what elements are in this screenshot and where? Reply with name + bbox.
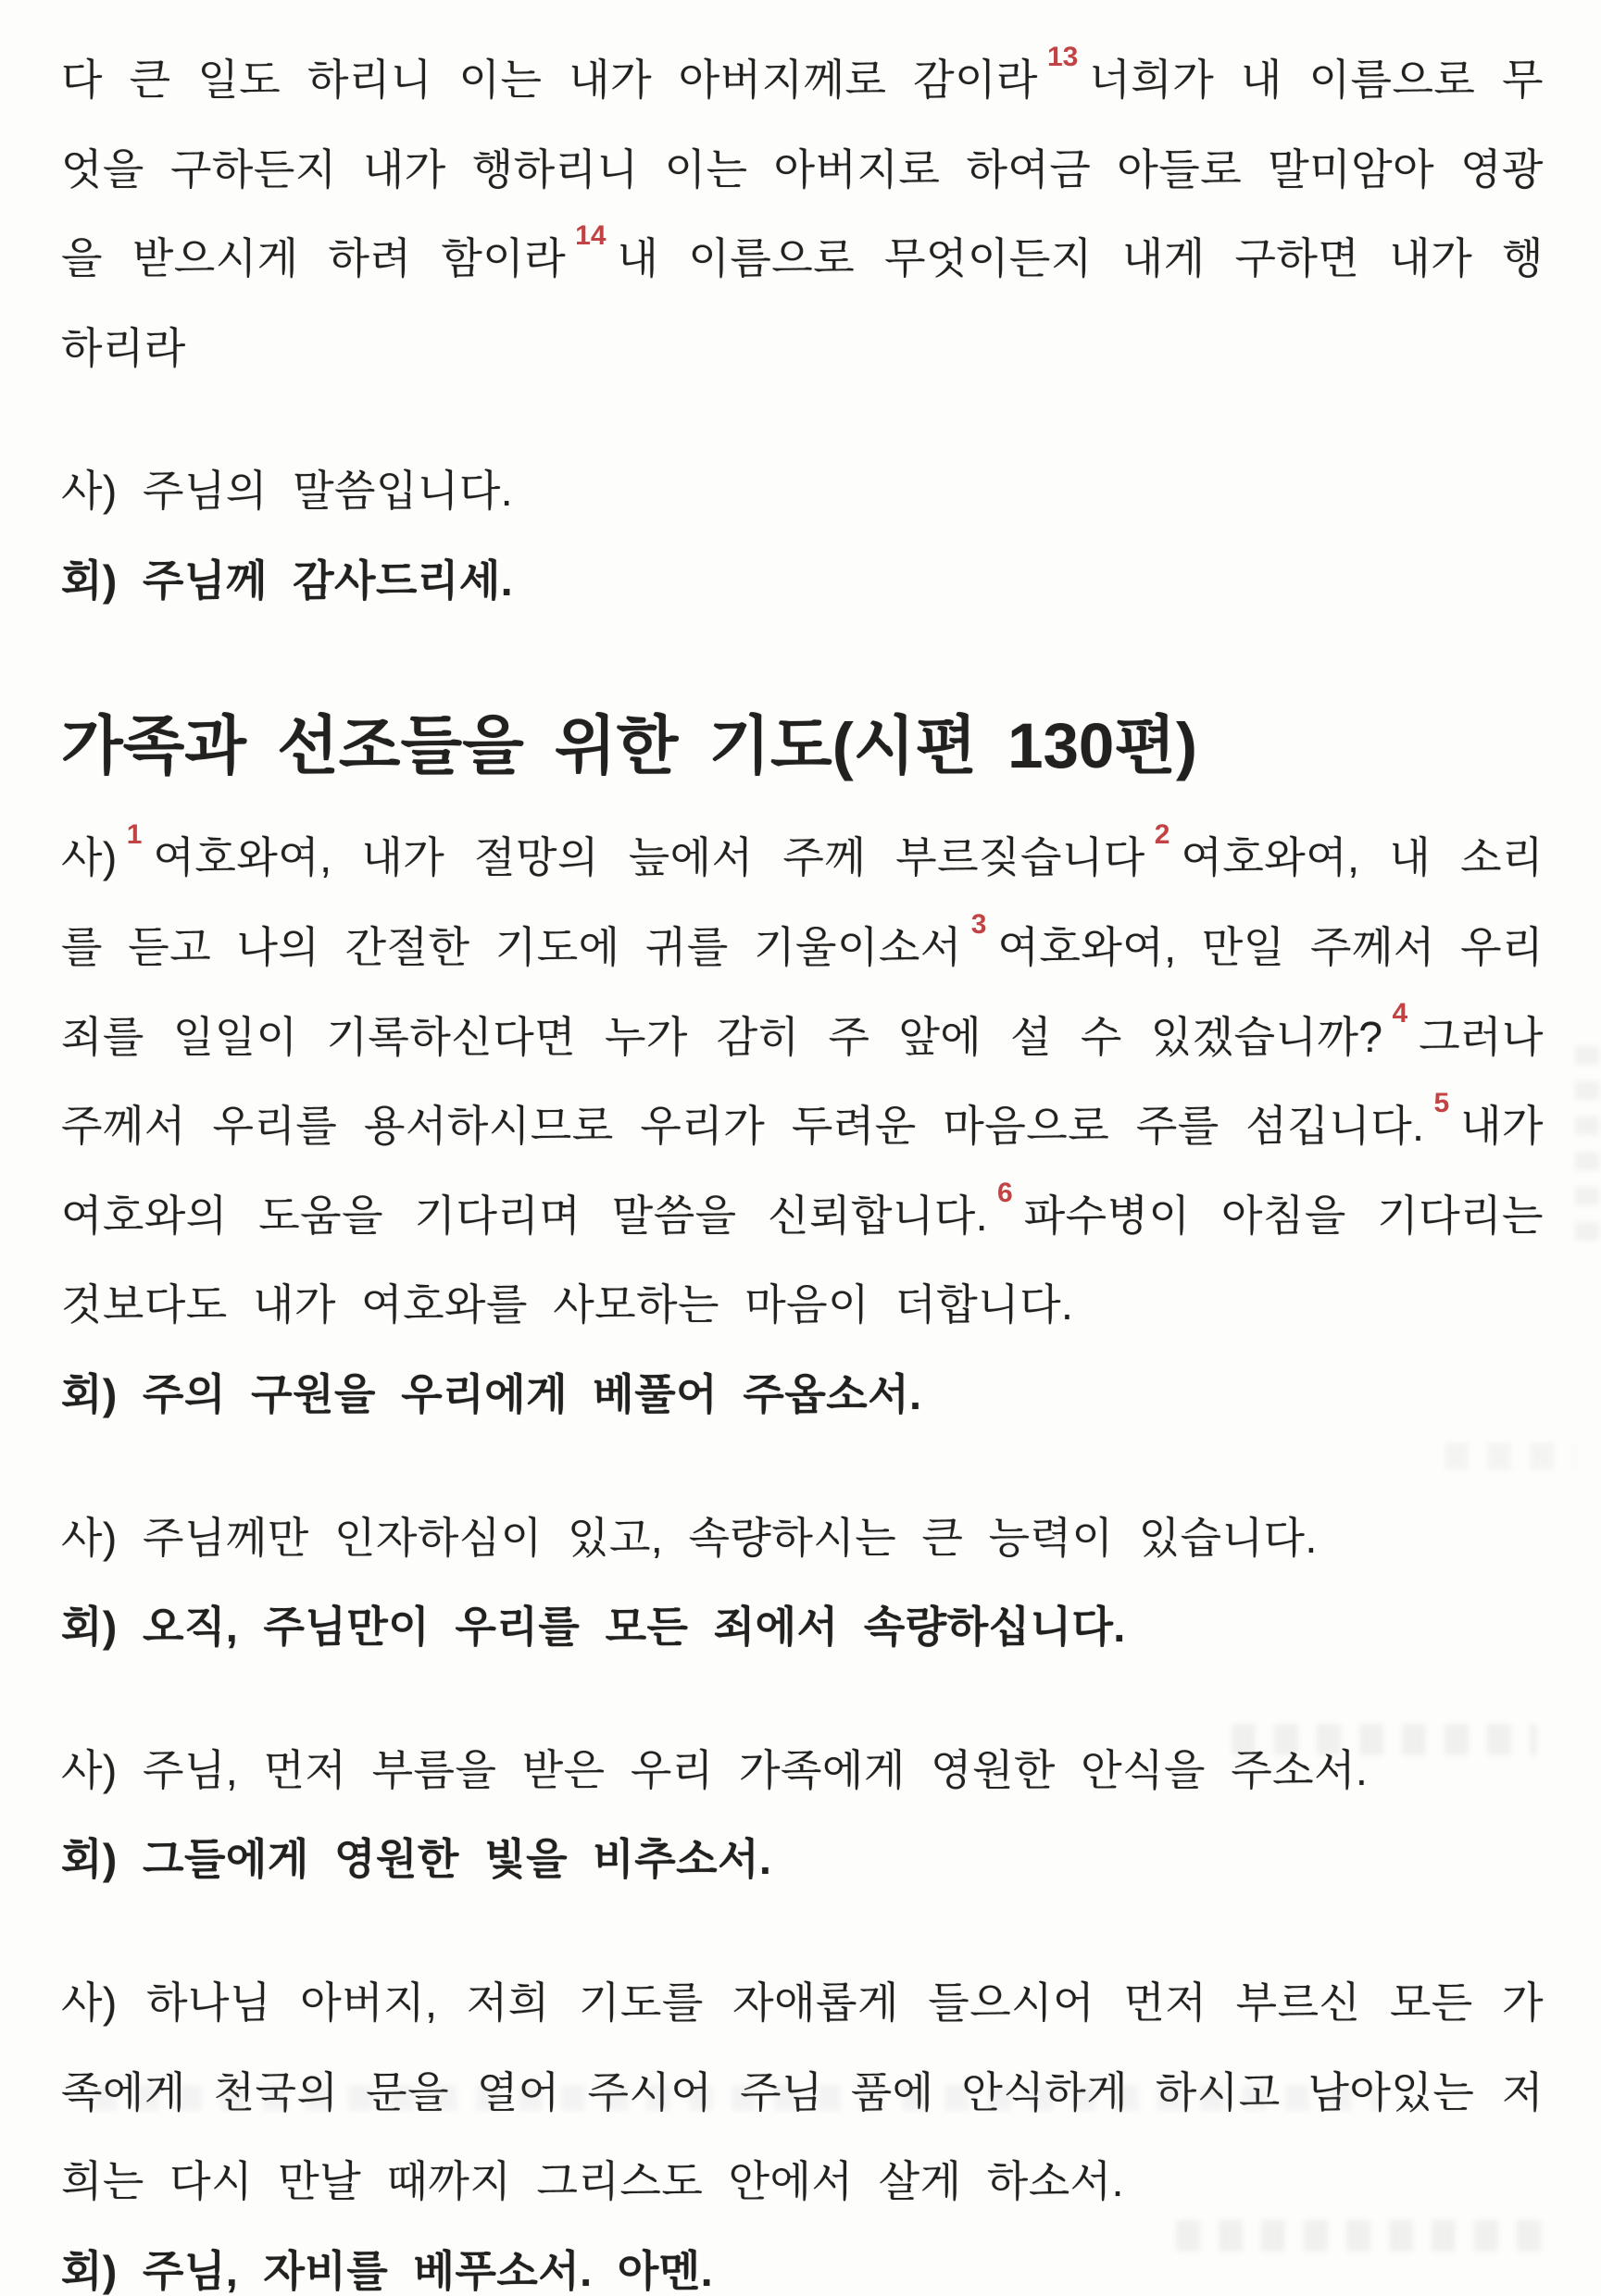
section-heading: 가족과 선조들을 위한 기도(시편 130편) bbox=[61, 709, 1197, 781]
response-line: 회) 주님, 자비를 베푸소서. 아멘. bbox=[61, 2246, 714, 2295]
verse-number: 14 bbox=[575, 219, 607, 251]
response-line: 회) 오직, 주님만이 우리를 모든 죄에서 속량하십니다. bbox=[61, 1603, 1126, 1652]
leader-prayer: 사) 하나님 아버지, 저희 기도를 자애롭게 들으시어 먼저 부르신 모든 가족에게 천국의 문을 열어 주시어 주님 품에 안식하게 하시고 남아있는 저희는 다시 만날 때까지 그리스도 안에서 살게 하소서. bbox=[61, 1978, 1545, 2206]
leader-line: 사) 주님께만 인자하심이 있고, 속량하시는 큰 능력이 있습니다. bbox=[61, 1513, 1318, 1562]
response-line: 회) 그들에게 영원한 빛을 비추소서. bbox=[61, 1835, 772, 1884]
verse-number: 3 bbox=[970, 908, 987, 940]
scripture-passage: 다 큰 일도 하리니 이는 내가 아버지께로 감이라 $^{13}$ 너희가 내 이름으로 무엇을 구하든지 내가 행하리니 이는 아버지로 하여금 아들로 말미암아 영광을 받으시게 하려 함이라 $^{14}$ 내 이름으로 무엇이든지 내게 구하면 내가 행하리라 bbox=[61, 41, 1545, 372]
verse-number: 6 bbox=[997, 1177, 1013, 1208]
verse-number: 4 bbox=[1392, 998, 1408, 1029]
response-line: 회) 주의 구원을 우리에게 베풀어 주옵소서. bbox=[61, 1370, 922, 1419]
bleed-through-artifact bbox=[1575, 1037, 1599, 1241]
leader-line: 사) 주님의 말씀입니다. bbox=[61, 467, 514, 516]
verse-number: 2 bbox=[1154, 819, 1170, 851]
verse-number: 13 bbox=[1046, 41, 1079, 72]
leader-line: 사) 주님, 먼저 부름을 받은 우리 가족에게 영원한 안식을 주소서. bbox=[61, 1745, 1369, 1794]
verse-number: 1 bbox=[126, 819, 143, 851]
document-body bbox=[61, 35, 1544, 2296]
leader-psalm-130: 사) $^1$ 여호와여, 내가 절망의 늪에서 주께 부르짖습니다 $^2$ 여호와여, 내 소리를 듣고 나의 간절한 기도에 귀를 기울이소서 $^3$ 여호와여, 만일 주께서 우리 죄를 일일이 기록하신다면 누가 감히 주 앞에 설 수 있겠습니까? $^4$ 그러나 주께서 우리를 용서하시므로 우리가 두려운 마음으로 주를 섬깁니다. $^5$ 내가 여호와의 도움을 기다리며 말씀을 신뢰합니다. $^6$ 파수병이 아침을 기다리는 것보다도 내가 여호와를 사모하는 마음이 더합니다. bbox=[61, 819, 1545, 1329]
verse-number: 5 bbox=[1433, 1087, 1450, 1118]
response-line: 회) 주님께 감사드리세. bbox=[61, 555, 514, 605]
